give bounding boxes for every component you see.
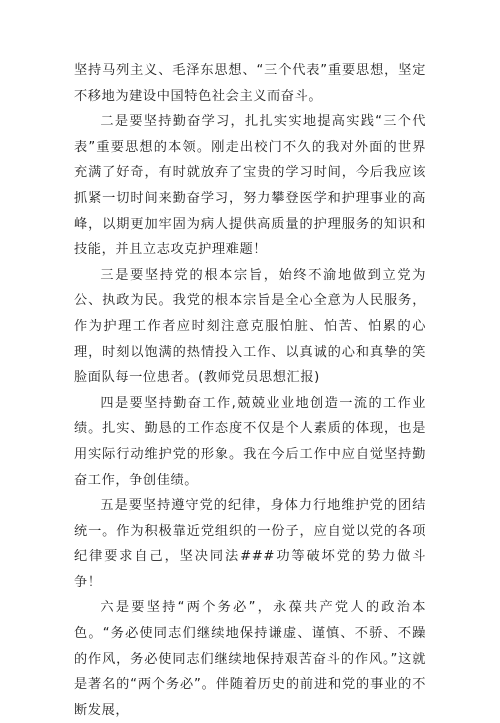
paragraph-purpose: 三是要坚持党的根本宗旨，始终不渝地做到立党为公、执政为民。我党的根本宗旨是全心全意为人民服务，作为护理工作者应时刻注意克服怕脏、怕苦、怕累的心理，时刻以饱满的热情投入工作、以真诚的心和真挚的笑脸面队每一位患者。(教师党员思想汇报) (74, 267, 426, 386)
paragraph-work: 四是要坚持勤奋工作,兢兢业业地创造一流的工作业绩。扎实、勤恳的工作态度不仅是个人素质的体现，也是用实际行动维护党的形象。我在今后工作中应自觉坚持勤奋工作，争创佳绩。 (74, 395, 426, 488)
paragraph-continuation: 坚持马列主义、毛泽东思想、“三个代表”重要思想，坚定不移地为建设中国特色社会主义而奋斗。 (74, 63, 426, 104)
document-body (74, 58, 426, 723)
paragraph-study: 二是要坚持勤奋学习，扎扎实实地提高实践“三个代表”重要思想的本领。刚走出校门不久的我对外面的世界充满了好奇，有时就放弃了宝贵的学习时间，今后我应该抓紧一切时间来勤奋学习，努力攀登医学和护理事业的高峰，以期更加牢固为病人提供高质量的护理服务的知识和技能，并且立志攻克护理难题！ (74, 114, 426, 258)
paragraph-two-musts: 六是要坚持“两个务必”，永葆共产党人的政治本色。“务必使同志们继续地保持谦虚、谨慎、不骄、不躁的作风，务必使同志们继续地保持艰苦奋斗的作风。”这就是著名的“两个务必”。伴随着历史的前进和党的事业的不断发展， (74, 600, 426, 718)
paragraph-discipline: 五是要坚持遵守党的纪律，身体力行地维护党的团结统一。作为积极靠近党组织的一份子，应自觉以党的各项纪律要求自己，坚决同法###功等破坏党的势力做斗争！ (74, 498, 426, 590)
